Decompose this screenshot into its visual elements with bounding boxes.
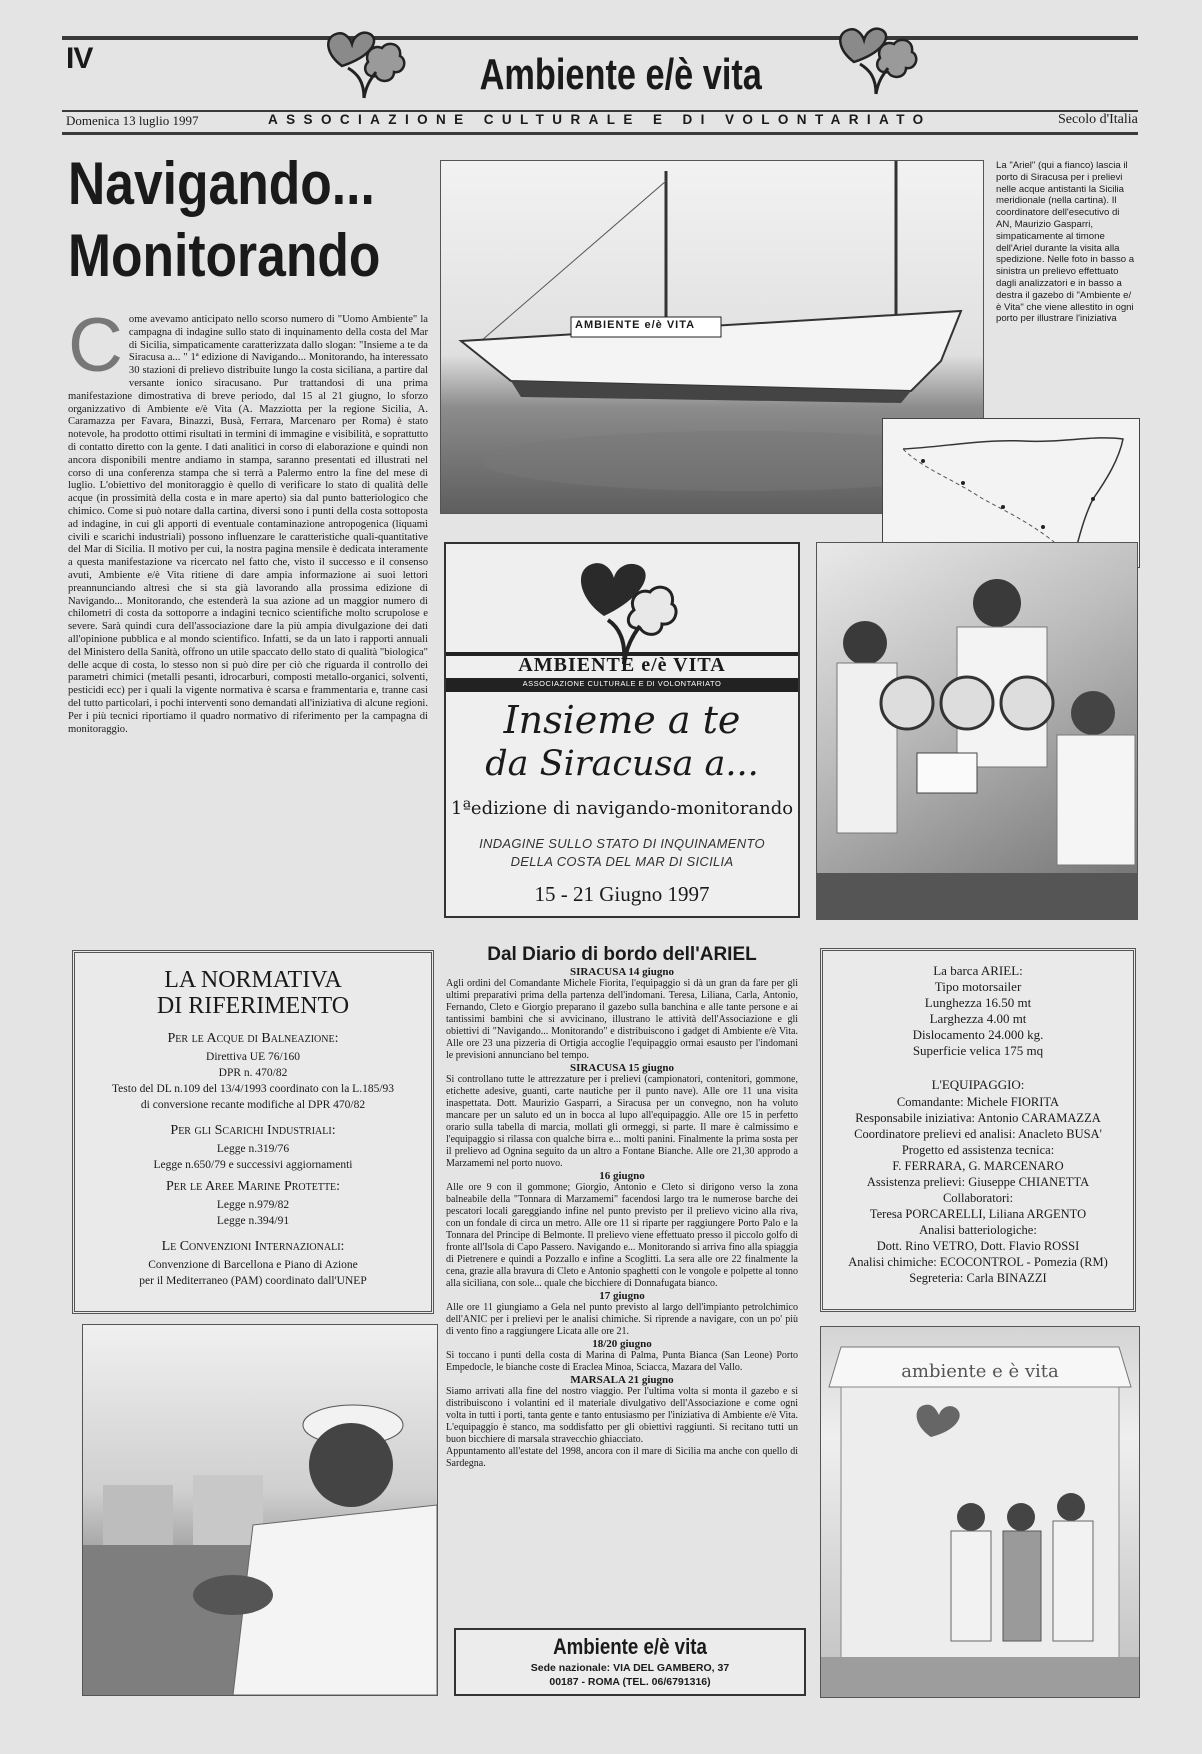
gazebo-sign: ambiente e è vita [901, 1361, 1059, 1382]
gasparri-photo [82, 1324, 438, 1696]
diary-entry-3: Alle ore 9 con il gommone; Giorgio, Antonio e Cleto si dirigono verso la zona balneabile della "Tonnara di Marzamemi" facendosi largo tra le numerose barche dei pescatori locali gareggiando infine nel punto previsto per il prelievo vicino alla riva, con un fondale di circa un metro. Alle ore 11 si riparte per raggiungere Porto Palo e la Tonnara del Principe di Belmonte. Il prelievo viene effettuato presso il piccolo golfo di fronte all'Isola di Capo Passero. Navigando e... Monitorando si arriva fino alla spiaggia di Pietrenere e quindi a Pozzallo e infine a Scoglitti. La sera alle ore 22 finalmente la cena, grazie alla bravura di Cleto e Antonio spaghetti con le vongole e polpette al tonno alla siciliana, con sole... quale che bicchiere di Donnafugata bianco. [446, 1182, 798, 1289]
normativa-s1-l1: Direttiva UE 76/160 [206, 1051, 300, 1063]
crew-l8: Comandante: Michele FIORITA [896, 1095, 1060, 1109]
diary-date-4: 17 giugno [599, 1290, 645, 1302]
poster-survey-1: INDAGINE SULLO STATO DI INQUINAMENTO [479, 836, 765, 851]
diary-body [446, 966, 798, 1612]
poster-brand-sub: ASSOCIAZIONE CULTURALE E DI VOLONTARIATO [522, 679, 722, 688]
crew-l12: F. FERRARA, G. MARCENARO [892, 1159, 1064, 1173]
crew-l1: La barca ARIEL: [933, 963, 1023, 978]
normativa-s3-l1: Legge n.979/82 [216, 1199, 290, 1211]
normativa-title-2: DI RIFERIMENTO [156, 993, 350, 1019]
footer-address-1: Sede nazionale: VIA DEL GAMBERO, 37 [530, 1662, 730, 1674]
issue-date: Domenica 13 luglio 1997 [66, 113, 199, 128]
photo-caption: La "Ariel" (qui a fianco) lascia il porto di Siracusa per i prelievi nelle acque antistanti la Sicilia meridionale (nella cartina). Il coordinatore dell'esecutivo di AN, Maurizio Gasparri, simpaticamente al timone dell'Ariel durante la visita alla spedizione. Nelle foto in basso a sinistra un prelievo effettuato dagli analizzatori e in basso a destra il gazebo di "Ambiente e/è Vita" che viene allestito in ogni porto per illustrare l'iniziativa [996, 160, 1135, 325]
crew-l9: Responsabile iniziativa: Antonio CARAMAZZA [855, 1111, 1101, 1125]
footer-box [454, 1628, 806, 1696]
diary-title: Dal Diario di bordo dell'ARIEL [487, 944, 757, 965]
normativa-s2-head: Per gli Scarichi Industriali: [170, 1123, 336, 1138]
headline-line-1: Navigando... [68, 150, 375, 217]
poster-dates: 15 - 21 Giugno 1997 [534, 882, 710, 906]
crew-l2: Tipo motorsailer [934, 979, 1022, 994]
normativa-s1-l2: DPR n. 470/82 [218, 1067, 288, 1079]
normativa-s4-l2: per il Mediterraneo (PAM) coordinato dall'UNEP [139, 1275, 367, 1287]
normativa-s2-l2: Legge n.650/79 e successivi aggiornamenti [153, 1159, 353, 1171]
boat-banner: AMBIENTE e/è VITA [575, 319, 696, 331]
normativa-s2-l1: Legge n.319/76 [216, 1143, 290, 1155]
normativa-s4-head: Le Convenzioni Internazionali: [161, 1239, 345, 1254]
crew-l19: Segreteria: Carla BINAZZI [909, 1271, 1047, 1285]
crew-l15: Teresa PORCARELLI, Liliana ARGENTO [869, 1207, 1087, 1221]
poster-edition: 1ªedizione di navigando-monitorando [450, 798, 794, 819]
normativa-s1-head: Per le Acque di Balneazione: [167, 1031, 339, 1046]
heart-clover-logo-icon-right [830, 18, 922, 98]
footer-title: Ambiente e/è vita [553, 1634, 707, 1659]
normativa-title-1: LA NORMATIVA [164, 967, 342, 993]
crew-l5: Dislocamento 24.000 kg. [912, 1027, 1044, 1042]
poster-brand: AMBIENTE e/è VITA [518, 654, 726, 676]
crew-l6: Superficie velica 175 mq [912, 1043, 1044, 1058]
man-sampling-illustration [83, 1325, 437, 1695]
poster-line-2: da Siracusa a... [485, 744, 759, 784]
top-rule [62, 36, 1138, 40]
normativa-s1-l4: di conversione recante modifiche al DPR 470/82 [140, 1099, 366, 1111]
footer-address-2: 00187 - ROMA (TEL. 06/6791316) [549, 1676, 711, 1688]
campaign-poster [444, 542, 800, 918]
diary-entry-1: Agli ordini del Comandante Michele Fiorita, l'equipaggio si dà un gran da fare per gli ultimi preparativi prima della partenza dell'indomani. Teresa, Liliana, Carla, Antonio, Fernando, Cleto e Giorgio preparano il gazebo sulla banchina e alle tante persone e ai tantissimi bambini che si avvicinano, illustrano le attività dell'Associazione e gli obiettivi di "Navigando... Monitorando" e distribuiscono i gadget di Ambiente e/è Vita. Alle ore 23 una pizzeria di Ortigia accoglie l'equipaggio ormai esausto per l'indomani le previsioni annunciano bel tempo. [446, 978, 798, 1061]
crew-analysis-photo [816, 542, 1138, 920]
normativa-box [72, 950, 434, 1314]
diary-date-1: SIRACUSA 14 giugno [570, 966, 674, 978]
crew-l14: Collaboratori: [942, 1191, 1014, 1205]
crew-l3: Lunghezza 16.50 mt [924, 995, 1032, 1010]
normativa-s3-head: Per le Aree Marine Protette: [165, 1179, 341, 1194]
diary-date-2: SIRACUSA 15 giugno [570, 1062, 674, 1074]
crew-l16: Analisi batteriologiche: [919, 1223, 1037, 1237]
poster-survey-2: DELLA COSTA DEL MAR DI SICILIA [510, 854, 734, 869]
diary-entry-5: Si toccano i punti della costa di Marina di Palma, Punta Bianca (San Leone) Porto Empedocle, le bianche coste di Eraclea Minoa, Sciacca, Mazara del Vallo. [446, 1350, 798, 1373]
article-text: ome avevamo anticipato nello scorso numero di "Uomo Ambiente" la campagna di indagine sullo stato di inquinamento della costa del Mar di Sicilia, simpaticamente caratterizzata dallo slogan: "Insieme a te da Siracusa a... " 1ª edizione di Navigando... Monitorando, ha interessato 30 stazioni di prelievo distribuite lungo la costa siciliana, a partire dal versante ionico siracusano. Pur trattandosi di una prima manifestazione dimostrativa di breve periodo, dal 15 al 21 giugno, lo sforzo organizzativo di Ambiente e/è Vita (A. Mazziotta per la regione Sicilia, A. Caramazza per Favara, Binazzi, Busà, Ferrara, Marcenaro per Roma) è stato notevole, ha prodotto ottimi risultati in termini di immagine e visibilità, e soprattutto di contatto diretto con la gente. I dati analitici in corso di elaborazione e quindi non ancora disponibili mentre andiamo in stampa, saranno presentati ed illustrati nel corso di una conferenza stampa che si terrà a Palermo entro la fine del mese di luglio. L'obiettivo del monitoraggio è quello di verificare lo stato di qualità delle acque (in prossimità della costa e in mare aperto) sia dal punto batteriologico che chimico. Come si può notare dalla cartina, diversi sono i punti della costa sottoposta ad indagine, in cui gli apporti di eventuale contaminazione antropogenica (liquami civili e scarichi industriali) possono influenzare le caratteristiche quali-quantitative del Mar di Sicilia. Il motivo per cui, la nostra pagina mensile è dedicata interamente a questa manifestazione va ricercato nel fatto che, visto il successo e il consenso avuti, Ambiente e/è Vita ritiene di dare ampia informazione ai suoi lettori preannunciando altresì che si sta già lavorando alla prossima edizione di Navigando... Monitorando, che estenderà la sua azione ad un maggior numero di chilometri di costa da sottoporre a indagini tecnico scientifiche molto scrupolose e severe. Sarà quindi cura dell'associazione dare la più ampia divulgazione dei dati all'opinione pubblica e al mondo scientifico. Infatti, se da un lato i rapporti annuali del Ministero della Sanità, offrono un utile spaccato dello stato di qualità "biologica" delle acque di costa, lo stesso non si può dire per ciò che riguarda il controllo dei parametri chimici (metalli pesanti, idrocarburi, composti metallo-organici, solventi, pesticidi ecc) per i quali la vigente normativa è scarsa e frammentaria e, tranne casi del tutto particolari, i pochi interventi sono demandati all'iniziativa di alcune regioni. Per i più tecnici riportiamo il quadro normativo di riferimento per la campagna di monitoraggio. [68, 314, 428, 735]
gazebo-photo [820, 1326, 1140, 1698]
crew-l7: L'EQUIPAGGIO: [931, 1077, 1025, 1092]
crew-l13: Assistenza prelievi: Giuseppe CHIANETTA [866, 1175, 1090, 1189]
diary-entry-7: Appuntamento all'estate del 1998, ancora con il mare di Sicilia ma anche con quello di Sardegna. [446, 1446, 798, 1469]
diary-entry-4: Alle ore 11 giungiamo a Gela nel punto previsto al largo dell'impianto petrolchimico dell'ANIC per i prelievi per le analisi chimiche. Si riprende a navigare, con un po' più di vento fino a raggiungere Licata alle ore 21. [446, 1302, 798, 1337]
diary-date-6: MARSALA 21 giugno [570, 1374, 674, 1386]
crew-l10: Coordinatore prelievi ed analisi: Anacleto BUSA' [854, 1127, 1102, 1141]
crew-box [820, 948, 1136, 1312]
crew-illustration [817, 543, 1137, 919]
heart-clover-logo-icon [318, 22, 410, 102]
crew-l17: Dott. Rino VETRO, Dott. Flavio ROSSI [876, 1239, 1080, 1253]
header-bottom-rule [62, 132, 1138, 135]
crew-l11: Progetto ed assistenza tecnica: [901, 1143, 1055, 1157]
newspaper-name: Secolo d'Italia [1058, 112, 1138, 127]
article-body [68, 314, 428, 914]
normativa-s4-l1: Convenzione di Barcellona e Piano di Azione [148, 1259, 358, 1271]
gazebo-illustration [821, 1327, 1139, 1697]
diary-date-3: 16 giugno [599, 1170, 645, 1182]
poster-heart-clover-icon [568, 548, 678, 668]
poster-line-1: Insieme a te [503, 698, 741, 742]
diary-date-5: 18/20 giugno [592, 1338, 652, 1350]
normativa-s3-l2: Legge n.394/91 [216, 1215, 290, 1227]
page-number: IV [66, 42, 93, 75]
diary-entry-6: Siamo arrivati alla fine del nostro viaggio. Per l'ultima volta si monta il gazebo e si distribuiscono i volantini ed il materiale divulgativo dell'Associazione e come ogni volta in tutti i porti, tanta gente e tanto entusiasmo per l'iniziativa di Ambiente e/è Vita. L'equipaggio è stanco, ma soddisfatto per gli obiettivi raggiunti. Si recitano tutti un buon bicchiere di marsala stravecchio ghiacciato. [446, 1386, 798, 1445]
crew-l4: Larghezza 4.00 mt [929, 1011, 1027, 1026]
association-subtitle: ASSOCIAZIONE CULTURALE E DI VOLONTARIATO [268, 112, 932, 127]
dropcap: C [68, 314, 123, 388]
diary-entry-2: Si controllano tutte le attrezzature per i prelievi (campionatori, contenitori, gommone, etichette adesive, guanti, carte nautiche per il punto nave). Alle ore 11 una visita inaspettata. Dott. Maurizio Gasparri, a Siracusa per un convegno, non ha voluto mancare per un saluto ed un in bocca al lupo all'equipaggio. Alle ore 15 in perfetto orario sulla tabella di marcia, mollati gli ormeggi, si parte. Il mare è calmissimo e l'equipaggio si rilassa con qualche birra e... molti panini. Finalmente la prima sosta per il prelievo ad Ognina seguito da un altro a Fontane Bianche. Alle ore 21,30 approdo a Marzamemi nel porto nuovo. [446, 1074, 798, 1169]
normativa-s1-l3: Testo del DL n.109 del 13/4/1993 coordinato con la L.185/93 [111, 1083, 395, 1095]
headline-line-2: Monitorando [68, 222, 381, 289]
crew-l18: Analisi chimiche: ECOCONTROL - Pomezia (RM) [848, 1255, 1108, 1269]
section-title: Ambiente e/è vita [479, 50, 762, 99]
